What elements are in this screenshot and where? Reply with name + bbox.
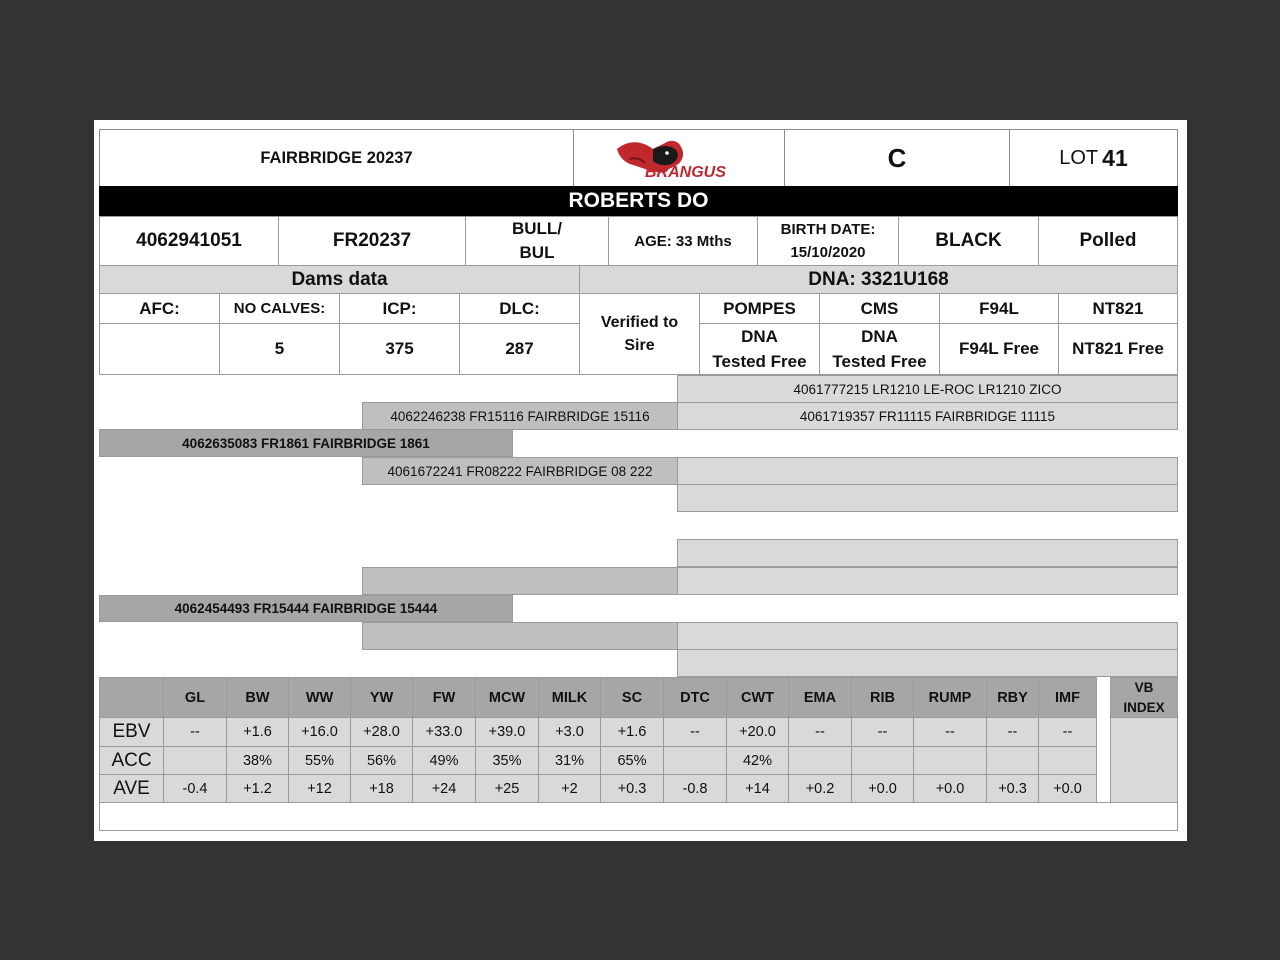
ebv-cell-ebv-fw: +33.0 <box>412 717 476 747</box>
dna-test-name-pompes: POMPES <box>699 293 820 324</box>
animal-ident: 4062941051 <box>99 216 279 266</box>
dams-value-icp: 375 <box>339 323 460 375</box>
animal-sex <box>465 216 609 266</box>
ebv-cell-ebv-ema: -- <box>788 717 852 747</box>
ebv-cell-ave-sc: +0.3 <box>600 774 664 803</box>
lot-card <box>94 120 1187 841</box>
ebv-cell-acc-milk: 31% <box>538 746 601 775</box>
sex-line1: BULL/ <box>511 219 563 238</box>
index-line1: VB <box>1134 679 1154 695</box>
ebv-cell-ebv-rib: -- <box>851 717 914 747</box>
verified-line1: Verified to <box>600 314 679 331</box>
pedigree-dam-sire <box>362 567 678 595</box>
pedigree-sire-dam: 4061672241 FR08222 FAIRBRIDGE 08 222 <box>362 457 678 485</box>
ebv-cell-ave-gl: -0.4 <box>163 774 227 803</box>
footer-blank-row <box>99 802 1178 831</box>
pedigree-sire-sire-dam: 4061719357 FR11115 FAIRBRIDGE 11115 <box>677 402 1178 430</box>
ebv-cell-ave-rby: +0.3 <box>986 774 1039 803</box>
verified-line2: Sire <box>624 337 655 354</box>
dams-header-afc: AFC: <box>99 293 220 324</box>
pedigree-dam-dam <box>362 622 678 650</box>
ebv-index-header <box>1110 677 1178 718</box>
ebv-col-header-rump: RUMP <box>913 677 987 718</box>
ebv-col-header-rby: RBY <box>986 677 1039 718</box>
ebv-cell-acc-imf <box>1038 746 1097 775</box>
index-line2: INDEX <box>1123 699 1165 715</box>
ebv-cell-ebv-yw: +28.0 <box>350 717 413 747</box>
pedigree-sire-dam-dam <box>677 484 1178 512</box>
verified-to-sire <box>579 293 700 375</box>
ebv-cell-ebv-sc: +1.6 <box>600 717 664 747</box>
horn-status: Polled <box>1038 216 1178 266</box>
ebv-col-header-yw: YW <box>350 677 413 718</box>
pedigree-dam-dam-sire <box>677 622 1178 650</box>
ebv-cell-ave-mcw: +25 <box>475 774 539 803</box>
ebv-cell-acc-bw: 38% <box>226 746 289 775</box>
ebv-cell-acc-fw: 49% <box>412 746 476 775</box>
lot-number <box>1009 129 1178 187</box>
ebv-cell-ave-yw: +18 <box>350 774 413 803</box>
ebv-row-label-acc: ACC <box>99 746 164 775</box>
ebv-cell-ebv-dtc: -- <box>663 717 727 747</box>
ebv-col-header-ema: EMA <box>788 677 852 718</box>
dams-value-afc <box>99 323 220 375</box>
bull-head-icon <box>609 135 749 181</box>
pedigree-sire: 4062635083 FR1861 FAIRBRIDGE 1861 <box>99 429 513 457</box>
ebv-cell-ave-ww: +12 <box>288 774 351 803</box>
ebv-col-header-milk: MILK <box>538 677 601 718</box>
ebv-cell-ebv-ww: +16.0 <box>288 717 351 747</box>
pompes-line1: DNA <box>741 327 778 346</box>
ebv-cell-ave-milk: +2 <box>538 774 601 803</box>
ebv-col-header-gl: GL <box>163 677 227 718</box>
birth-label: BIRTH DATE: <box>780 221 876 238</box>
ebv-cell-ave-bw: +1.2 <box>226 774 289 803</box>
lot-value: 41 <box>1102 144 1128 171</box>
ebv-cell-acc-sc: 65% <box>600 746 664 775</box>
dna-test-name-nt821: NT821 <box>1058 293 1178 324</box>
dams-data-title: Dams data <box>99 265 580 294</box>
ebv-corner <box>99 677 164 718</box>
animal-name: FAIRBRIDGE 20237 <box>99 129 574 187</box>
dams-value-dlc: 287 <box>459 323 580 375</box>
ebv-cell-ebv-rump: -- <box>913 717 987 747</box>
grade: C <box>784 129 1010 187</box>
ebv-cell-ave-rib: +0.0 <box>851 774 914 803</box>
ebv-cell-ebv-gl: -- <box>163 717 227 747</box>
dna-test-name-cms: CMS <box>819 293 940 324</box>
lot-label: LOT <box>1059 146 1099 169</box>
dams-header-no-calves: NO CALVES: <box>219 293 340 324</box>
birth-value: 15/10/2020 <box>790 244 866 261</box>
sex-line2: BUL <box>519 243 555 262</box>
ebv-col-header-fw: FW <box>412 677 476 718</box>
pedigree-sire-sire-sire: 4061777215 LR1210 LE-ROC LR1210 ZICO <box>677 375 1178 403</box>
dna-test-name-f94l: F94L <box>939 293 1059 324</box>
ebv-table <box>99 677 1178 803</box>
brangus-logo <box>573 129 785 187</box>
ebv-col-header-bw: BW <box>226 677 289 718</box>
ebv-col-header-dtc: DTC <box>663 677 727 718</box>
ebv-cell-ave-rump: +0.0 <box>913 774 987 803</box>
ebv-cell-ebv-cwt: +20.0 <box>726 717 789 747</box>
ebv-cell-ebv-milk: +3.0 <box>538 717 601 747</box>
pedigree-dam-dam-dam <box>677 649 1178 677</box>
ebv-col-header-mcw: MCW <box>475 677 539 718</box>
ebv-cell-ave-fw: +24 <box>412 774 476 803</box>
logo-text: BRANGUS <box>645 164 726 181</box>
owner-name: ROBERTS DO <box>99 186 1178 216</box>
dams-header-dlc: DLC: <box>459 293 580 324</box>
ebv-cell-acc-cwt: 42% <box>726 746 789 775</box>
ebv-cell-acc-rump <box>913 746 987 775</box>
dams-header-icp: ICP: <box>339 293 460 324</box>
animal-tag: FR20237 <box>278 216 466 266</box>
pedigree-dam-sire-sire <box>677 539 1178 567</box>
pompes-line2: Tested Free <box>712 352 807 371</box>
ebv-row-label-ave: AVE <box>99 774 164 803</box>
dna-result-pompes <box>699 323 820 375</box>
ebv-cell-acc-yw: 56% <box>350 746 413 775</box>
pedigree-dam: 4062454493 FR15444 FAIRBRIDGE 15444 <box>99 595 513 622</box>
dna-title: DNA: 3321U168 <box>579 265 1178 294</box>
ebv-col-header-cwt: CWT <box>726 677 789 718</box>
pedigree-sire-sire: 4062246238 FR15116 FAIRBRIDGE 15116 <box>362 402 678 430</box>
birth-date <box>757 216 899 266</box>
ebv-cell-ave-cwt: +14 <box>726 774 789 803</box>
ebv-cell-ebv-bw: +1.6 <box>226 717 289 747</box>
ebv-cell-acc-ww: 55% <box>288 746 351 775</box>
ebv-cell-ave-ema: +0.2 <box>788 774 852 803</box>
ebv-cell-ebv-rby: -- <box>986 717 1039 747</box>
dna-result-nt821: NT821 Free <box>1058 323 1178 375</box>
ebv-cell-ebv-mcw: +39.0 <box>475 717 539 747</box>
dna-result-cms <box>819 323 940 375</box>
cms-line1: DNA <box>861 327 898 346</box>
animal-colour: BLACK <box>898 216 1039 266</box>
ebv-cell-ave-imf: +0.0 <box>1038 774 1097 803</box>
ebv-col-header-rib: RIB <box>851 677 914 718</box>
pedigree-dam-sire-dam <box>677 567 1178 595</box>
ebv-index-value <box>1110 717 1178 803</box>
ebv-col-header-ww: WW <box>288 677 351 718</box>
ebv-cell-acc-mcw: 35% <box>475 746 539 775</box>
ebv-cell-acc-gl <box>163 746 227 775</box>
ebv-cell-acc-dtc <box>663 746 727 775</box>
ebv-cell-acc-ema <box>788 746 852 775</box>
ebv-cell-ebv-imf: -- <box>1038 717 1097 747</box>
ebv-col-header-sc: SC <box>600 677 664 718</box>
ebv-cell-acc-rib <box>851 746 914 775</box>
pedigree-sire-dam-sire <box>677 457 1178 485</box>
ebv-cell-acc-rby <box>986 746 1039 775</box>
dna-result-f94l: F94L Free <box>939 323 1059 375</box>
ebv-row-label-ebv: EBV <box>99 717 164 747</box>
ebv-col-header-imf: IMF <box>1038 677 1097 718</box>
animal-age: AGE: 33 Mths <box>608 216 758 266</box>
dams-value-no-calves: 5 <box>219 323 340 375</box>
cms-line2: Tested Free <box>832 352 927 371</box>
ebv-cell-ave-dtc: -0.8 <box>663 774 727 803</box>
